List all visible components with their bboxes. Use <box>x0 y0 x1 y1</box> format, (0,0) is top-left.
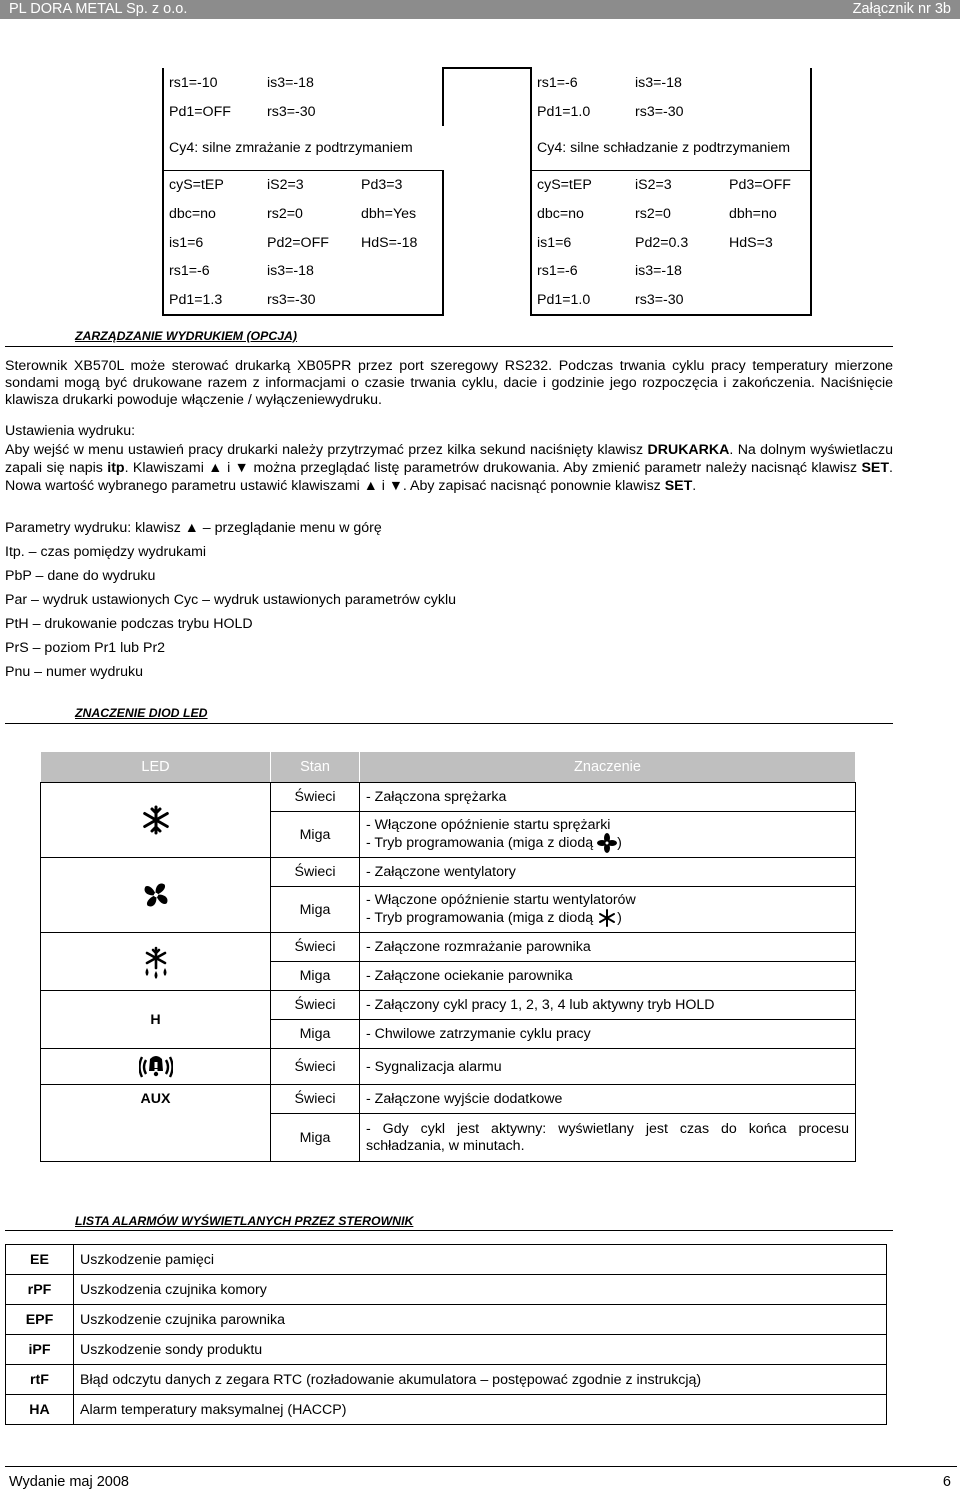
print-param-item: Pnu – numer wydruku <box>5 664 144 680</box>
alarm-description: Błąd odczytu danych z zegara RTC (rozładowanie akumulatora – postępować zgodnie z instrukcją) <box>74 1365 887 1395</box>
parameter-row <box>163 228 811 257</box>
led-meaning: - Gdy cykl jest aktywny: wyświetlany jest czas do końca procesu schładzania, w minutach. <box>360 1114 856 1162</box>
alarm-row <box>6 1365 887 1395</box>
parameter-cell <box>356 68 443 98</box>
print-param-item: PrS – poziom Pr1 lub Pr2 <box>5 640 166 656</box>
attachment-label: Załącznik nr 3b <box>852 1 951 17</box>
parameter-cell: is1=6 <box>537 234 572 251</box>
parameter-cell <box>443 171 531 200</box>
led-meaning: - Załączona sprężarka <box>360 783 856 812</box>
led-state: Świeci <box>271 1085 360 1114</box>
fan-icon <box>597 833 617 853</box>
led-column-header: LED <box>41 752 271 783</box>
led-state: Miga <box>271 1114 360 1162</box>
parameter-cell: is3=-18 <box>635 74 682 91</box>
parameter-cell <box>356 257 443 286</box>
parameter-row <box>163 200 811 229</box>
parameter-row <box>163 68 811 98</box>
parameter-cell: Pd1=OFF <box>163 98 262 127</box>
parameter-cell: rs3=-30 <box>635 103 684 120</box>
parameter-row <box>163 98 811 127</box>
led-state: Miga <box>271 1020 360 1049</box>
parameter-cell: rs1=-6 <box>537 263 578 280</box>
led-state: Świeci <box>271 858 360 887</box>
parameter-cell: rs2=0 <box>635 206 671 223</box>
parameter-cell: is3=-18 <box>635 263 682 280</box>
alarm-code: rPF <box>6 1275 74 1305</box>
parameter-cell: is3=-18 <box>267 263 314 280</box>
parameter-row <box>163 286 811 316</box>
parameter-cell <box>443 68 531 98</box>
alarm-table <box>5 1244 887 1425</box>
alarm-code: EE <box>6 1245 74 1275</box>
parameter-cell: cyS=tEP <box>537 177 592 194</box>
alarm-description: Alarm temperatury maksymalnej (HACCP) <box>74 1395 887 1425</box>
parameter-cell: Pd2=0.3 <box>635 234 689 251</box>
alarm-row <box>6 1395 887 1425</box>
parameter-cell: rs2=0 <box>267 206 303 223</box>
print-param-item: PtH – drukowanie podczas trybu HOLD <box>5 616 253 632</box>
parameter-cell: iS2=3 <box>267 177 304 194</box>
parameter-cell <box>724 257 811 286</box>
parameter-cell: dbc=no <box>537 206 584 223</box>
parameter-cell <box>443 200 531 229</box>
parameter-cell: rs1=-10 <box>163 68 262 98</box>
led-state: Świeci <box>271 1049 360 1085</box>
led-meaning: - Załączone wentylatory <box>360 858 856 887</box>
led-state: Świeci <box>271 933 360 962</box>
section-rule <box>5 1230 893 1231</box>
parameter-cell <box>443 98 531 127</box>
parameter-cell: rs3=-30 <box>267 103 316 120</box>
parameter-cell <box>356 286 443 316</box>
parameter-cell: rs1=-6 <box>163 257 262 286</box>
alarm-description: Uszkodzenie pamięci <box>74 1245 887 1275</box>
led-table <box>40 751 856 1162</box>
led-meaning: - Sygnalizacja alarmu <box>360 1049 856 1085</box>
parameter-cell <box>443 228 531 257</box>
print-settings-label: Ustawienia wydruku: <box>5 423 136 439</box>
led-state: Świeci <box>271 991 360 1020</box>
led-state: Miga <box>271 887 360 933</box>
alarm-row <box>6 1305 887 1335</box>
footer-rule <box>5 1466 957 1467</box>
parameter-cell: Cy4: silne schładzanie z podtrzymaniem <box>531 126 811 171</box>
parameter-cell: is1=6 <box>163 228 262 257</box>
meaning-column-header: Znaczenie <box>360 752 856 783</box>
alarm-code: rtF <box>6 1365 74 1395</box>
parameter-cell: Pd2=OFF <box>267 234 329 251</box>
alarm-code: HA <box>6 1395 74 1425</box>
state-column-header: Stan <box>271 752 360 783</box>
defrost-icon <box>139 945 173 979</box>
led-snowflake-cell <box>41 783 271 858</box>
led-meaning: - Załączone ociekanie parownika <box>360 962 856 991</box>
parameter-cell: HdS=-18 <box>356 228 443 257</box>
parameter-cell: dbh=no <box>724 200 811 229</box>
led-section-title: ZNACZENIE DIOD LED <box>75 706 208 720</box>
parameter-cell: dbh=Yes <box>356 200 443 229</box>
parameter-table <box>162 67 812 316</box>
parameter-cell: Pd3=3 <box>356 171 443 200</box>
parameter-cell <box>443 286 531 316</box>
alarm-row <box>6 1275 887 1305</box>
led-state: Miga <box>271 962 360 991</box>
parameter-cell <box>356 98 443 127</box>
section-rule <box>5 723 893 724</box>
parameter-cell <box>724 98 811 127</box>
alarm-code: EPF <box>6 1305 74 1335</box>
parameter-cell <box>724 68 811 98</box>
parameter-cell: iS2=3 <box>635 177 672 194</box>
led-h-label: H <box>41 991 271 1049</box>
section-rule <box>5 346 893 347</box>
parameter-cell: rs1=-6 <box>537 74 578 91</box>
parameter-cell: Pd3=OFF <box>724 171 811 200</box>
parameter-cell: Pd1=1.0 <box>537 103 591 120</box>
edition-label: Wydanie maj 2008 <box>9 1474 129 1490</box>
alarm-description: Uszkodzenia czujnika komory <box>74 1275 887 1305</box>
company-name: PL DORA METAL Sp. z o.o. <box>9 1 188 17</box>
led-alarm-cell <box>41 1049 271 1085</box>
led-aux-label: AUX <box>41 1085 271 1162</box>
alarm-description: Uszkodzenie czujnika parownika <box>74 1305 887 1335</box>
parameter-row <box>163 257 811 286</box>
print-settings-paragraph: Aby wejść w menu ustawień pracy drukarki należy przytrzymać przez kilka sekund naciśnięty klawisz DRUKARKA. Na dolnym wyświetlaczu zapali się napis itp. Klawiszami ▲ i ▼ można przeglądać listę parametrów drukowania. Aby zmienić parametr należy nacisnąć klawisz SET. Nowa wartość wybranego parametru ustawić klawiszami ▲ i ▼. Aby zapisać nacisnąć ponownie klawisz SET. <box>5 442 893 494</box>
parameter-cell: is3=-18 <box>267 74 314 91</box>
parameter-row <box>163 171 811 200</box>
page-header <box>0 0 960 19</box>
print-intro-paragraph: Sterownik XB570L może sterować drukarką XB05PR przez port szeregowy RS232. Podczas trwania cyklu pracy temperatury mierzone sondami mogą być drukowane razem z informacjami o czasie trwania cyklu, dacie i godzinie jego rozpoczęcia i zakończenia. Naciśnięcie klawisza drukarki powoduje włączenie / wyłączeniewydruku. <box>5 358 893 409</box>
alarm-row <box>6 1335 887 1365</box>
page-number: 6 <box>942 1474 951 1490</box>
led-meaning: - Włączone opóźnienie startu wentylatorów - Tryb programowania (miga z diodą ) <box>360 887 856 933</box>
parameter-cell <box>443 126 531 171</box>
print-params-line: Parametry wydruku: klawisz ▲ – przeglądanie menu w górę <box>5 520 382 536</box>
print-param-item: PbP – dane do wydruku <box>5 568 156 584</box>
parameter-cell: HdS=3 <box>724 228 811 257</box>
parameter-row <box>163 126 811 171</box>
parameter-cell: rs3=-30 <box>630 286 724 316</box>
parameter-cell: Cy4: silne zmrażanie z podtrzymaniem <box>163 126 443 171</box>
led-defrost-cell <box>41 933 271 991</box>
parameter-cell: cyS=tEP <box>163 171 262 200</box>
led-meaning: - Włączone opóźnienie startu sprężarki - Tryb programowania (miga z diodą ) <box>360 812 856 858</box>
snowflake-icon <box>140 804 172 836</box>
fan-icon <box>141 880 171 910</box>
alarm-icon <box>139 1053 173 1081</box>
parameter-cell: Pd1=1.3 <box>163 286 262 316</box>
alarm-section-title: LISTA ALARMÓW WYŚWIETLANYCH PRZEZ STEROWNIK <box>75 1214 414 1228</box>
print-section-title: ZARZĄDZANIE WYDRUKIEM (OPCJA) <box>75 329 298 343</box>
parameter-cell: dbc=no <box>163 200 262 229</box>
alarm-description: Uszkodzenie sondy produktu <box>74 1335 887 1365</box>
led-meaning: - Załączone rozmrażanie parownika <box>360 933 856 962</box>
print-param-item: Itp. – czas pomiędzy wydrukami <box>5 544 207 560</box>
parameter-cell: Pd1=1.0 <box>531 286 630 316</box>
parameter-cell <box>443 257 531 286</box>
led-state: Świeci <box>271 783 360 812</box>
led-meaning: - Chwilowe zatrzymanie cyklu pracy <box>360 1020 856 1049</box>
led-fan-cell <box>41 858 271 933</box>
print-param-item: Par – wydruk ustawionych Cyc – wydruk ustawionych parametrów cyklu <box>5 592 457 608</box>
led-meaning: - Załączone wyjście dodatkowe <box>360 1085 856 1114</box>
parameter-cell <box>724 286 811 316</box>
led-meaning: - Załączony cykl pracy 1, 2, 3, 4 lub aktywny tryb HOLD <box>360 991 856 1020</box>
alarm-code: iPF <box>6 1335 74 1365</box>
parameter-cell: rs3=-30 <box>262 286 356 316</box>
led-state: Miga <box>271 812 360 858</box>
alarm-row <box>6 1245 887 1275</box>
snowflake-icon <box>597 908 617 928</box>
